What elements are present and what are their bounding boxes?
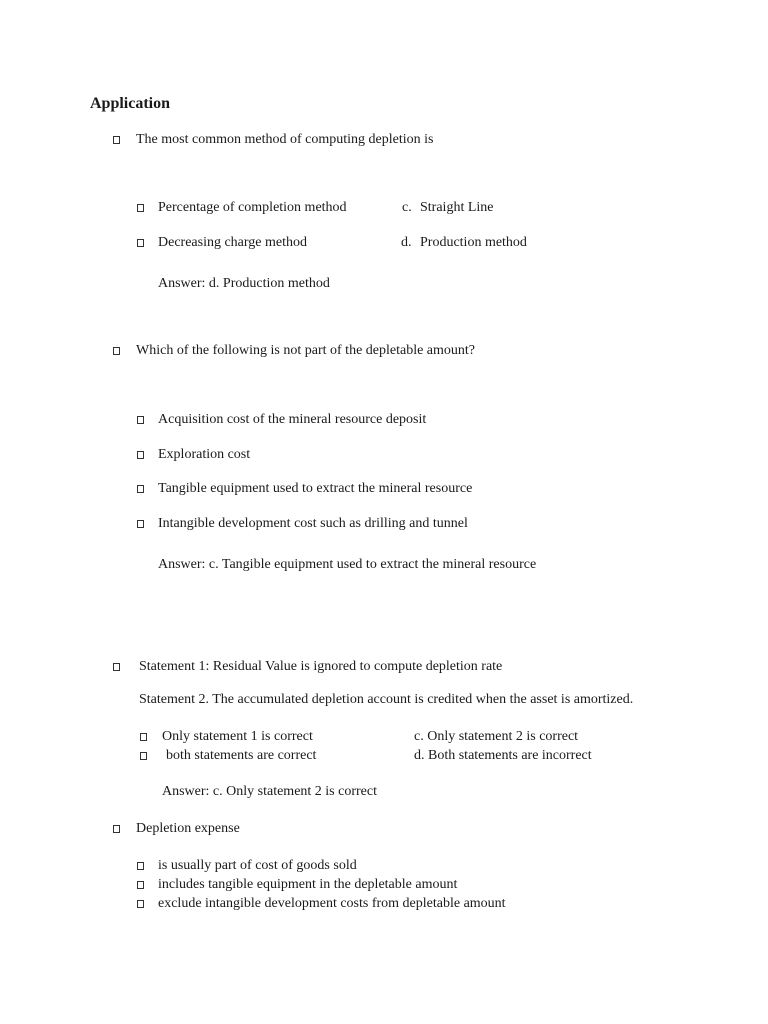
option-bullet-icon <box>137 485 144 493</box>
q4-option-3: exclude intangible development costs from depletable amount <box>158 896 506 911</box>
option-bullet-icon <box>137 416 144 424</box>
option-bullet-icon <box>137 451 144 459</box>
q2-option-1: Acquisition cost of the mineral resource deposit <box>158 412 427 427</box>
q1-option-c-letter: c. <box>402 200 412 215</box>
q3-statement-2: Statement 2. The accumulated depletion account is credited when the asset is amortized. <box>139 692 634 707</box>
q3-option-b: both statements are correct <box>166 748 317 763</box>
q1-option-d: Production method <box>420 235 527 250</box>
q2-option-3: Tangible equipment used to extract the mineral resource <box>158 481 473 496</box>
question-bullet-icon <box>113 825 120 833</box>
option-bullet-icon <box>137 204 144 212</box>
page-title: Application <box>90 95 171 112</box>
question-bullet-icon <box>113 663 120 671</box>
option-bullet-icon <box>137 862 144 870</box>
q4-question: Depletion expense <box>136 821 240 836</box>
q3-answer: Answer: c. Only statement 2 is correct <box>162 784 377 799</box>
option-bullet-icon <box>137 881 144 889</box>
q1-option-b: Decreasing charge method <box>158 235 308 250</box>
q1-option-c: Straight Line <box>420 200 494 215</box>
q4-option-1: is usually part of cost of goods sold <box>158 858 357 873</box>
option-bullet-icon <box>140 733 147 741</box>
q1-question: The most common method of computing depletion is <box>136 132 434 147</box>
q1-option-d-letter: d. <box>401 235 412 250</box>
q1-answer: Answer: d. Production method <box>158 276 330 291</box>
option-bullet-icon <box>137 239 144 247</box>
q3-option-c: c. Only statement 2 is correct <box>414 729 579 744</box>
question-bullet-icon <box>113 136 120 144</box>
q2-option-4: Intangible development cost such as drilling and tunnel <box>158 516 468 531</box>
q3-statement-1: Statement 1: Residual Value is ignored to compute depletion rate <box>139 659 503 674</box>
q1-option-a: Percentage of completion method <box>158 200 347 215</box>
option-bullet-icon <box>137 520 144 528</box>
q2-option-2: Exploration cost <box>158 447 251 462</box>
q2-question: Which of the following is not part of the depletable amount? <box>136 343 476 358</box>
option-bullet-icon <box>140 752 147 760</box>
option-bullet-icon <box>137 900 144 908</box>
q2-answer: Answer: c. Tangible equipment used to extract the mineral resource <box>158 557 537 572</box>
q4-option-2: includes tangible equipment in the depletable amount <box>158 877 458 892</box>
q3-option-a: Only statement 1 is correct <box>162 729 313 744</box>
q3-option-d: d. Both statements are incorrect <box>414 748 592 763</box>
question-bullet-icon <box>113 347 120 355</box>
